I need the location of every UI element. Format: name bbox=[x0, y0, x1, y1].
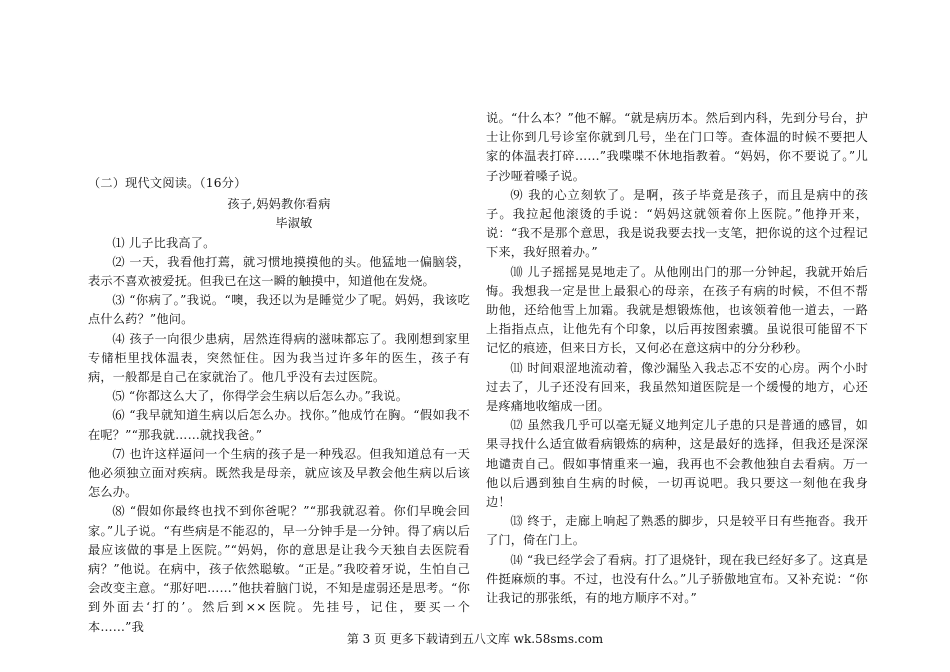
paragraph-4: ⑷ 孩子一向很少患病，居然连得病的滋味都忘了。我刚想到家里专储柜里找体温表，突然怔住。因为我当过许多年的医生，孩子有病，一般都是自己在家就治了。他几乎没有去过医院。 bbox=[88, 331, 470, 385]
page-footer: 第 3 页 更多下载请到五八文库 wk.58sms.com bbox=[346, 632, 604, 646]
paragraph-6: ⑹ “我早就知道生病以后怎么办。找你。”他成竹在胸。“假如我不在呢？”“那我就……就找我爸。” bbox=[88, 408, 470, 442]
paragraph-7: ⑺ 也许这样逼问一个生病的孩子是一种残忍。但我知道总有一天他必须独立面对疾病。既然我是母亲，就应该及早教会他生病以后该怎么办。 bbox=[88, 446, 470, 500]
paragraph-1: ⑴ 儿子比我高了。 bbox=[112, 235, 216, 250]
paragraph-3: ⑶ “你病了。”我说。“噢，我还以为是睡觉少了呢。妈妈，我该吃点什么药？”他问。 bbox=[88, 293, 470, 327]
right-column bbox=[486, 109, 868, 608]
paragraph-13: ⒀ 终于，走廊上响起了熟悉的脚步，只是较平日有些拖沓。我开了门，倚在门上。 bbox=[486, 514, 868, 548]
paragraph-8-continued: 说。“什么本？”他不解。“就是病历本。然后到内科，先到分号台，护士让你到几号诊室你就到几号，坐在门口等。查体温的时候不要把人家的体温表打碎……”我喋喋不休地指教着。“妈妈，你不要说了。”儿子沙哑着嗓子说。 bbox=[486, 111, 868, 183]
paragraph-10: ⑽ 儿子摇摇晃晃地走了。从他刚出门的那一分钟起，我就开始后悔。我想我一定是世上最狠心的母亲，在孩子有病的时候，不但不帮助他，还给他雪上加霜。我就是想锻炼他，也该领着他一道去，一路上指指点点，让他先有个印象，以后再按图索骥。虽说很可能留不下记忆的痕迹，但来日方长，又何必在意这病中的分分秒秒。 bbox=[486, 264, 868, 356]
left-column bbox=[88, 174, 470, 637]
paragraph-9: ⑼ 我的心立刻软了。是啊，孩子毕竟是孩子，而且是病中的孩子。我拉起他滚烫的手说：“妈妈这就领着你上医院。”他挣开来，说：“我不是那个意思，我是说我要去找一支笔，把你说的这个过程记下来，我好照着办。” bbox=[486, 187, 868, 260]
section-heading: （二）现代文阅读。（16分） bbox=[88, 176, 247, 190]
paragraph-2: ⑵ 一天，我看他打蔫，就习惯地摸摸他的头。他猛地一偏脑袋，表示不喜欢被爱抚。但我已在这一瞬的触摸中，知道他在发烧。 bbox=[88, 254, 470, 289]
paragraph-14: ⒁ “我已经学会了看病。打了退烧针，现在我已经好多了。这真是件挺麻烦的事。不过，也没有什么。”儿子骄傲地宣布。又补充说：“你让我记的那张纸，有的地方顺序不对。” bbox=[486, 552, 868, 606]
article-author: 毕淑敏 bbox=[275, 216, 313, 231]
paragraph-12: ⑿ 虽然我几乎可以毫无疑义地判定儿子患的只是普通的感冒，如果寻找什么适宜做看病锻炼的病种，这是最好的选择，但我还是深深地谴责自己。假如事情重来一遍，我再也不会教他独自去看病。万一他以后遇到独自生病的时候，一切再说吧。我只要这一刻他在我身边！ bbox=[486, 418, 868, 510]
paragraph-5: ⑸ “你都这么大了，你得学会生病以后怎么办。”我说。 bbox=[112, 389, 409, 404]
article-title: 孩子,妈妈教你看病 bbox=[227, 197, 331, 212]
paragraph-11: ⑾ 时间艰涩地流动着，像沙漏坠入我忐忑不安的心房。两个小时过去了，儿子还没有回来，我虽然知道医院是一个缓慢的地方，心还是疼痛地收缩成一团。 bbox=[486, 360, 868, 414]
paragraph-8: ⑻ “假如你最终也找不到你爸呢？”“那我就忍着。你们早晚会回家。”儿子说。“有些病是不能忍的，早一分钟手是一分钟。得了病以后最应该做的事是上医院。”“妈妈，你的意思是让我今天独自去医院看病？”他说。在病中，孩子依然聪敏。“正是。”我咬着牙说，生怕自己会改变主意。“那好吧……”他扶着脑门说，不知是虚弱还是思考。“你到外面去‘打的’。然后到××医院。先挂号，记住，要买一个本……”我 bbox=[88, 504, 470, 634]
